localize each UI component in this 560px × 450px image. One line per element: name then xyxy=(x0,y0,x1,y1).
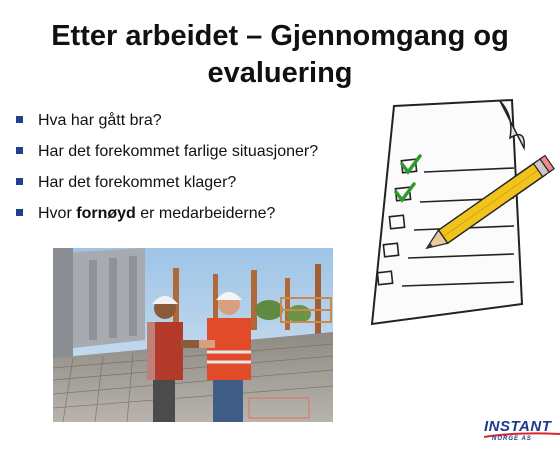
bullet-text: Hva har gått bra? xyxy=(38,112,162,129)
bullet-list xyxy=(14,108,318,232)
slide-title xyxy=(0,18,560,92)
bullet-text-before: Hvor xyxy=(38,205,77,222)
photo-illustration xyxy=(53,248,333,422)
title-line-1: Etter arbeidet – Gjennomgang og xyxy=(51,20,509,52)
logo-subtitle: NORGE AS xyxy=(492,436,532,442)
bullet-text-bold: fornøyd xyxy=(76,205,136,222)
checklist-clipart xyxy=(364,98,560,328)
square-bullet-icon xyxy=(16,116,23,123)
square-bullet-icon xyxy=(16,178,23,185)
bullet-item xyxy=(14,201,318,232)
bullet-item xyxy=(14,139,318,170)
title-line-2: evaluering xyxy=(207,57,353,89)
bullet-text: Har det forekommet farlige situasjoner? xyxy=(38,143,319,160)
logo-name: INSTANT xyxy=(484,418,552,435)
bullet-item xyxy=(14,108,318,139)
company-logo xyxy=(484,416,560,450)
construction-site-photo xyxy=(53,248,333,422)
bullet-text: Har det forekommet klager? xyxy=(38,174,237,191)
bullet-text-after: er medarbeiderne? xyxy=(135,205,276,222)
checklist-pencil-illustration xyxy=(364,98,560,328)
bullet-item xyxy=(14,170,318,201)
square-bullet-icon xyxy=(16,147,23,154)
square-bullet-icon xyxy=(16,209,23,216)
